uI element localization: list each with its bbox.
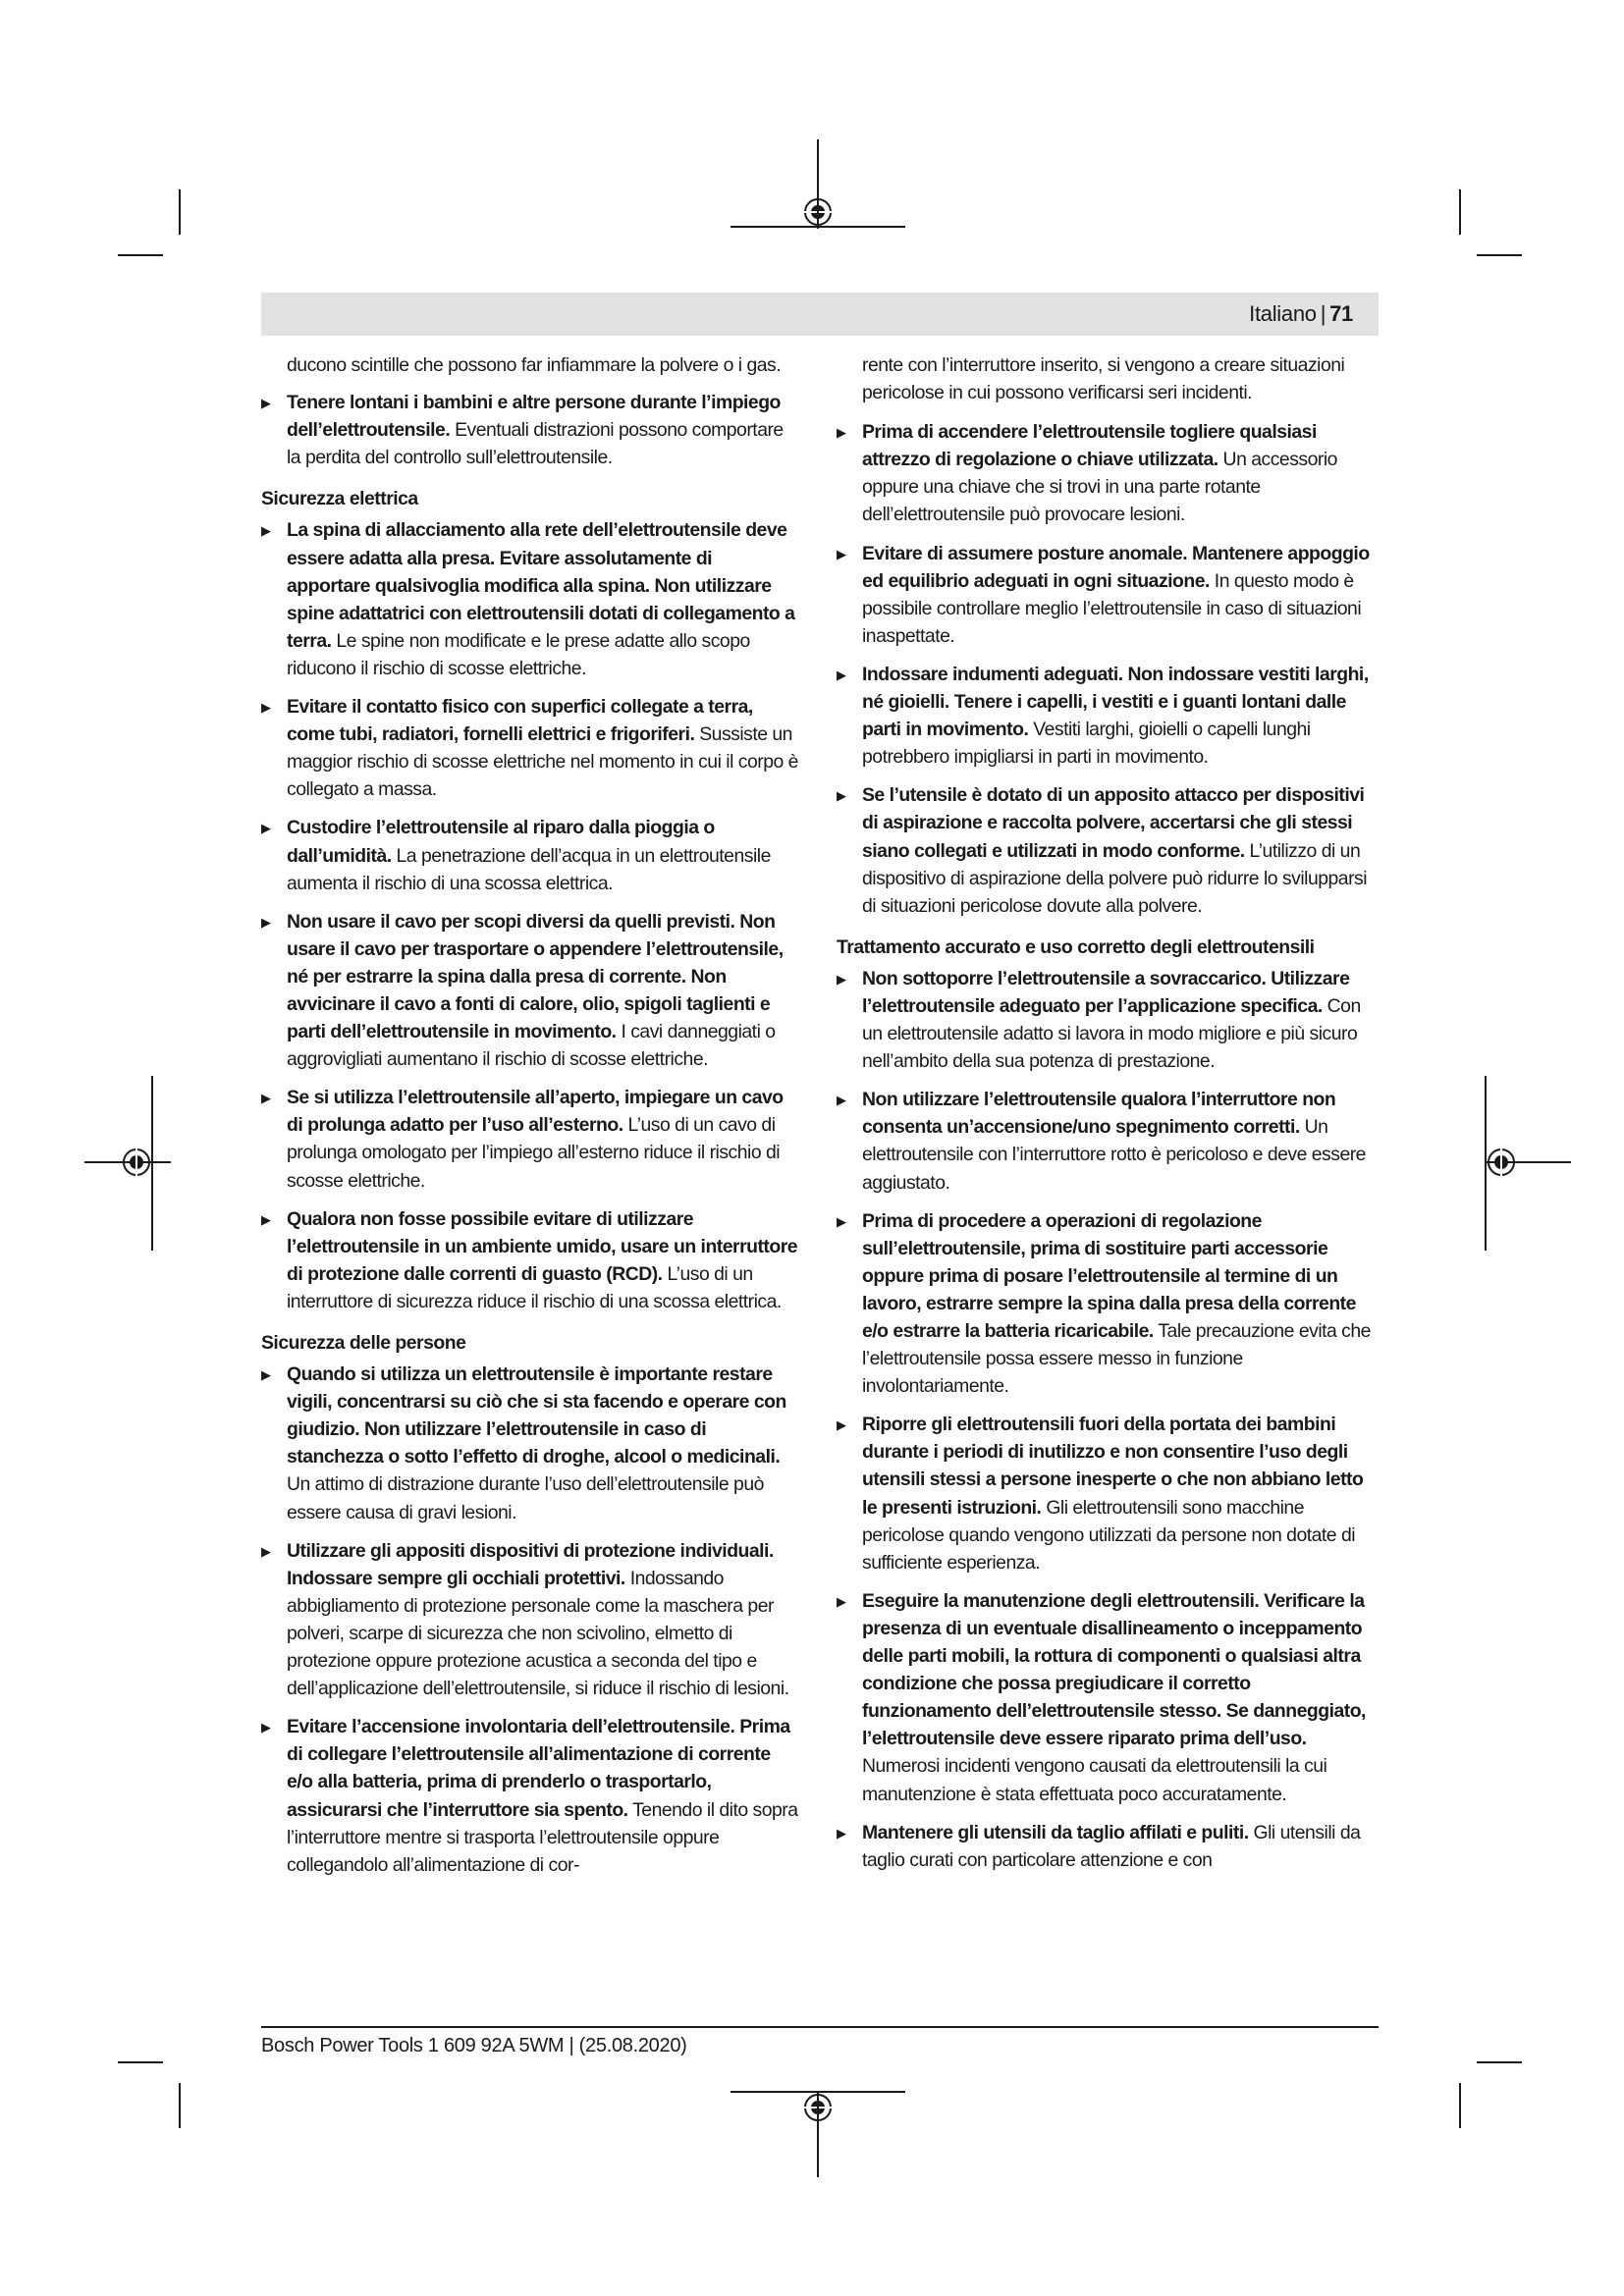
bullet-list — [837, 965, 1375, 1874]
footer-text: Bosch Power Tools 1 609 92A 5WM | (25.08.2020) — [261, 2035, 687, 2056]
bullet-bold-text: Riporre gli elettroutensili fuori della portata dei bambini durante i periodi di inutilizzo e non consentire l’uso degli utensili stessi a persone inesperte o che non abbiano letto le presenti istruzioni. — [862, 1414, 1364, 1519]
bullet-item — [261, 908, 799, 1074]
bullet-bold-text: Quando si utilizza un elettroutensile è importante restare vigili, concentrarsi su ciò che si sta facendo e operare con giudizio. Non utilizzare l’elettroutensile in caso di stanchezza o sotto l’effetto di droghe, alcool o medicinali. — [287, 1363, 786, 1468]
bullet-item — [837, 965, 1375, 1075]
crop-mark — [179, 2083, 181, 2128]
bullet-bold-text: Eseguire la manutenzione degli elettroutensili. Verificare la presenza di un eventuale disallineamento o inceppamento delle parti mobili, la rottura di componenti o qualsiasi altra condizione che possa pregiudicare il corretto funzionamento dell’elettroutensile stesso. Se danneggiato, l’elettroutensile deve essere riparato prima dell’uso. — [862, 1589, 1366, 1750]
bullet-bold-text: Custodire l’elettroutensile al riparo dalla pioggia o dall’umidità. — [287, 817, 715, 867]
bullet-item — [261, 516, 799, 682]
crop-mark — [1477, 2061, 1522, 2063]
section-heading-tool-handling: Trattamento accurato e uso corretto degli elettroutensili — [837, 935, 1315, 958]
bullet-bold-text: Tenere lontani i bambini e altre persone durante l’impiego dell’elettroutensile. — [287, 392, 781, 442]
bullet-item — [837, 1411, 1375, 1576]
bullet-bold-text: Prima di procedere a operazioni di regolazione sull’elettroutensile, prima di sostituire parti accessorie oppure prima di posare l’elettroutensile al termine di un lavoro, estrarre sempre la spina dalla presa della corrente e/o estrarre la batteria ricaricabile. — [862, 1209, 1356, 1342]
bullet-item — [837, 1207, 1375, 1401]
bullet-bold-text: Qualora non fosse possibile evitare di utilizzare l’elettroutensile in un ambiente umido, usare un interruttore di protezione dalle correnti di guasto (RCD). — [287, 1207, 798, 1285]
bullet-bold-text: Evitare il contatto fisico con superfici collegate a terra, come tubi, radiatori, fornelli elettrici e frigoriferi. — [287, 696, 753, 746]
bullet-body-text: L’utilizzo di un dispositivo di aspirazione della polvere può ridurre lo svilupparsi di situazioni pericolose dovute alla polvere. — [862, 839, 1368, 917]
bullet-bold-text: Non sottoporre l’elettroutensile a sovraccarico. Utilizzare l’elettroutensile adeguato per l’applicazione specifica. — [862, 967, 1350, 1017]
bullet-item — [261, 1713, 799, 1879]
bullet-body-text: Numerosi incidenti vengono causati da elettroutensili la cui manutenzione è stata effettuata poco accuratamente. — [862, 1755, 1327, 1805]
section-heading-electric-safety: Sicurezza elettrica — [261, 488, 418, 510]
registration-target-icon — [801, 2091, 835, 2124]
continuation-text: rente con l’interruttore inserito, si vengono a creare situazioni pericolose in cui possono verificarsi seri incidenti. — [862, 354, 1345, 404]
bullet-list — [837, 418, 1375, 920]
bullet-item — [837, 1819, 1375, 1874]
bullet-list — [261, 1361, 799, 1879]
registration-target-icon — [120, 1146, 153, 1179]
bullet-body-text: Tenendo il dito sopra l’interruttore mentre si trasporta l’elettroutensile oppure collegandolo all’alimentazione di cor- — [287, 1798, 798, 1876]
bullet-body-text: Un attimo di distrazione durante l’uso dell’elettroutensile può essere causa di gravi lesioni. — [287, 1473, 764, 1523]
bullet-bold-text: Indossare indumenti adeguati. Non indossare vestiti larghi, né gioielli. Tenere i capelli, i vestiti e i guanti lontani dalle parti in movimento. — [862, 663, 1369, 741]
crop-mark — [179, 189, 181, 235]
bullet-bold-text: Evitare l’accensione involontaria dell’elettroutensile. Prima di collegare l’elettroutensile all’alimentazione di corrente e/o alla batteria, prima di prenderlo o trasportarlo, assicurarsi che l’interruttore sia spento. — [287, 1716, 790, 1821]
bullet-item — [837, 661, 1375, 771]
bullet-bold-text: Se si utilizza l’elettroutensile all’aperto, impiegare un cavo di prolunga adatto per l’uso all’esterno. — [287, 1087, 784, 1137]
bullet-item — [261, 1205, 799, 1315]
page-number: 71 — [1329, 301, 1353, 326]
bullet-item — [261, 693, 799, 803]
bullet-body-text: Gli elettroutensili sono macchine pericolose quando vengono utilizzati da persone non dotate di sufficiente esperienza. — [862, 1496, 1356, 1574]
crop-mark — [118, 254, 163, 256]
right-column — [837, 351, 1375, 1885]
bullet-bold-text: Non utilizzare l’elettroutensile qualora l’interruttore non consenta un’accensione/uno spegnimento corretti. — [862, 1089, 1336, 1139]
bullet-body-text: L’uso di un cavo di prolunga omologato per l’impiego all’esterno riduce il rischio di scosse elettriche. — [287, 1114, 781, 1192]
crop-mark — [1459, 189, 1461, 235]
bullet-bold-text: Se l’utensile è dotato di un apposito attacco per dispositivi di aspirazione e raccolta polvere, accertarsi che gli stessi siano collegati e utilizzati in modo conforme. — [862, 784, 1365, 862]
bullet-bold-text: Mantenere gli utensili da taglio affilati e puliti. — [862, 1821, 1249, 1843]
bullet-item — [261, 1537, 799, 1703]
registration-target-icon — [801, 195, 835, 229]
bullet-item — [837, 781, 1375, 919]
continuation-text: ducono scintille che possono far infiammare la polvere o i gas. — [287, 354, 782, 376]
bullet-body-text: Eventuali distrazioni possono comportare la perdita del controllo sull’elettroutensile. — [287, 419, 784, 469]
bullet-bold-text: Utilizzare gli appositi dispositivi di protezione individuali. Indossare sempre gli occhiali protettivi. — [287, 1539, 774, 1589]
bullet-bold-text: La spina di allacciamento alla rete dell’elettroutensile deve essere adatta alla presa. Evitare assolutamente di apportare qualsivoglia modifica alla spina. Non utilizzare spine adattatrici con elettroutensili dotati di collegamento a terra. — [287, 519, 795, 652]
left-column — [261, 351, 799, 1890]
bullet-body-text: Sussiste un maggior rischio di scosse elettriche nel momento in cui il corpo è collegato a massa. — [287, 723, 798, 801]
bullet-item — [261, 1084, 799, 1194]
bullet-body-text: Indossando abbigliamento di protezione personale come la maschera per polveri, scarpe di sicurezza che non scivolino, elmetto di protezione oppure protezione acustica a seconda del tipo e dell’applicazione dell’elettroutensile, si riduce il rischio di lesioni. — [287, 1567, 789, 1700]
bullet-item — [837, 1587, 1375, 1808]
bullet-item — [837, 540, 1375, 650]
bullet-body-text: Un accessorio oppure una chiave che si trovi in una parte rotante dell’elettroutensile può provocare lesioni. — [862, 449, 1337, 526]
bullet-item — [261, 1361, 799, 1526]
bullet-body-text: Un elettroutensile con l’interruttore rotto è pericoloso e deve essere aggiustato. — [862, 1116, 1366, 1194]
bullet-body-text: Gli utensili da taglio curati con particolare attenzione e con — [862, 1821, 1361, 1871]
page-header — [261, 293, 1379, 336]
bullet-bold-text: Evitare di assumere posture anomale. Mantenere appoggio ed equilibrio adeguati in ogni situazione. — [862, 542, 1370, 592]
bullet-bold-text: Non usare il cavo per scopi diversi da quelli previsti. Non usare il cavo per trasportare o appendere l’elettroutensile, né per estrarre la spina dalla presa di corrente. Non avvicinare il cavo a fonti di calore, olio, spigoli taglienti e parti dell’elettroutensile in movimento. — [287, 910, 784, 1043]
bullet-body-text: Tale precauzione evita che l’elettroutensile possa essere messo in funzione involontariamente. — [862, 1320, 1371, 1398]
bullet-body-text: L’uso di un interruttore di sicurezza riduce il rischio di una scossa elettrica. — [287, 1262, 782, 1312]
bullet-body-text: In questo modo è possibile controllare meglio l’elettroutensile in caso di situazioni inaspettate. — [862, 569, 1362, 647]
crop-mark — [1477, 254, 1522, 256]
bullet-body-text: Vestiti larghi, gioielli o capelli lunghi potrebbero impigliarsi in parti in movimento. — [862, 719, 1311, 769]
bullet-bold-text: Prima di accendere l’elettroutensile togliere qualsiasi attrezzo di regolazione o chiave utilizzata. — [862, 421, 1317, 471]
footer-rule — [261, 2026, 1379, 2028]
crop-mark — [1459, 2083, 1461, 2128]
bullet-body-text: La penetrazione dell’acqua in un elettroutensile aumenta il rischio di una scossa elettrica. — [287, 844, 771, 894]
bullet-list — [261, 389, 799, 471]
section-heading-personal-safety: Sicurezza delle persone — [261, 1332, 466, 1354]
bullet-body-text: Le spine non modificate e le prese adatte allo scopo riducono il rischio di scosse elettriche. — [287, 629, 750, 679]
registration-target-icon — [1485, 1146, 1518, 1179]
bullet-body-text: Con un elettroutensile adatto si lavora in modo migliore e più sicuro nell’ambito della sua potenza di prestazione. — [862, 994, 1361, 1073]
bullet-item — [261, 389, 799, 471]
header-text: Italiano | 71 — [1249, 301, 1353, 326]
crop-mark — [118, 2061, 163, 2063]
bullet-list — [261, 516, 799, 1315]
bullet-item — [837, 418, 1375, 528]
bullet-item — [837, 1086, 1375, 1196]
bullet-item — [261, 814, 799, 896]
bullet-body-text: I cavi danneggiati o aggrovigliati aumentano il rischio di scosse elettriche. — [287, 1021, 776, 1071]
header-language: Italiano — [1249, 301, 1317, 326]
